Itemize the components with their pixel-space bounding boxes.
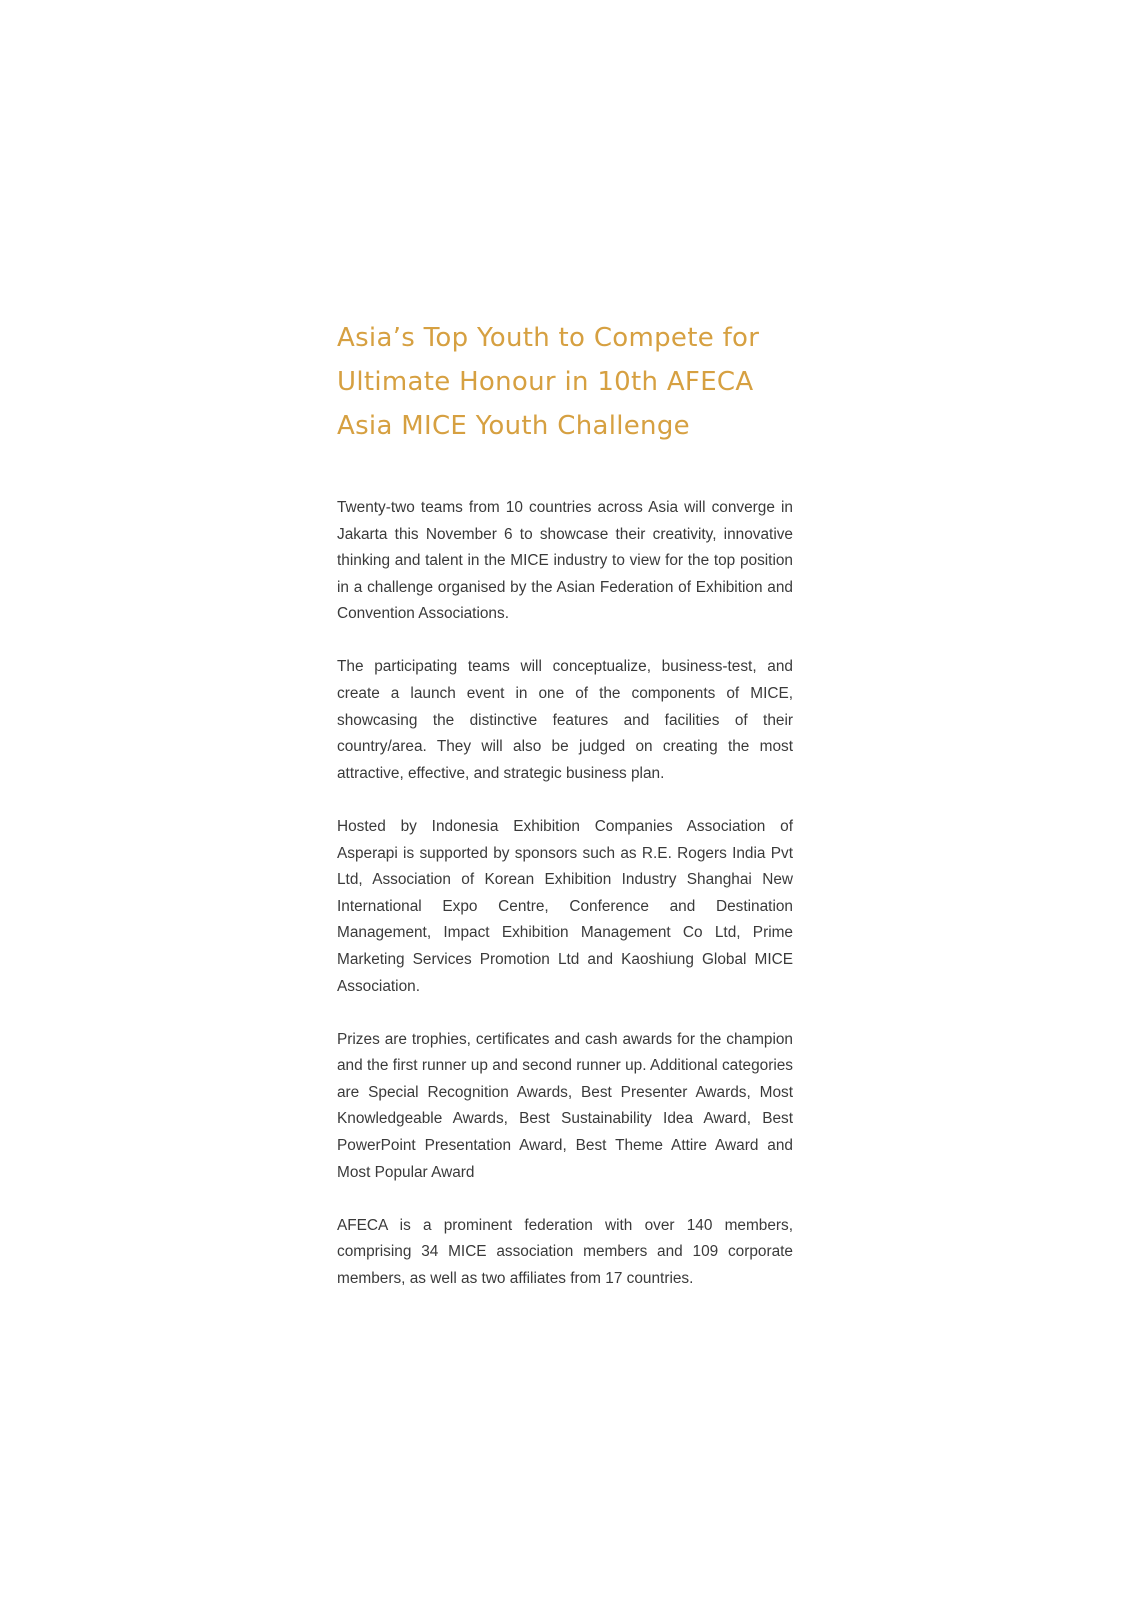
paragraph-sponsors: Hosted by Indonesia Exhibition Companies Association of Asperapi is supported by sponsors such as R.E. Rogers India Pvt Ltd, Association of Korean Exhibition Industry Shanghai New International Expo Centre, Conference and Destination Management, Impact Exhibition Management Co Ltd, Prime Marketing Services Promotion Ltd and Kaoshiung Global MICE Association. [337,817,793,995]
article-title: Asia’s Top Youth to Compete for Ultimate Honour in 10th AFECA Asia MICE Youth Challenge [337,323,760,441]
article [337,316,793,1292]
paragraph-prizes: Prizes are trophies, certificates and cash awards for the champion and the first runner up and second runner up. Additional categories are Special Recognition Awards, Best Presenter Awards, Most Knowledgeable Awards, Best Sustainability Idea Award, Best PowerPoint Presentation Award, Best Theme Attire Award and Most Popular Award [337,1030,793,1181]
paragraph-teams: The participating teams will conceptualize, business-test, and create a launch event in one of the components of MICE, showcasing the distinctive features and facilities of their country/area. They will also be judged on creating the most attractive, effective, and strategic business plan. [337,658,793,782]
paragraph-intro: Twenty-two teams from 10 countries across Asia will converge in Jakarta this November 6 to showcase their creativity, innovative thinking and talent in the MICE industry to view for the top position in a challenge organised by the Asian Federation of Exhibition and Convention Associations. [337,499,793,623]
article-body [337,495,793,1292]
paragraph-afeca: AFECA is a prominent federation with over 140 members, comprising 34 MICE association members and 109 corporate members, as well as two affiliates from 17 countries. [337,1216,793,1287]
